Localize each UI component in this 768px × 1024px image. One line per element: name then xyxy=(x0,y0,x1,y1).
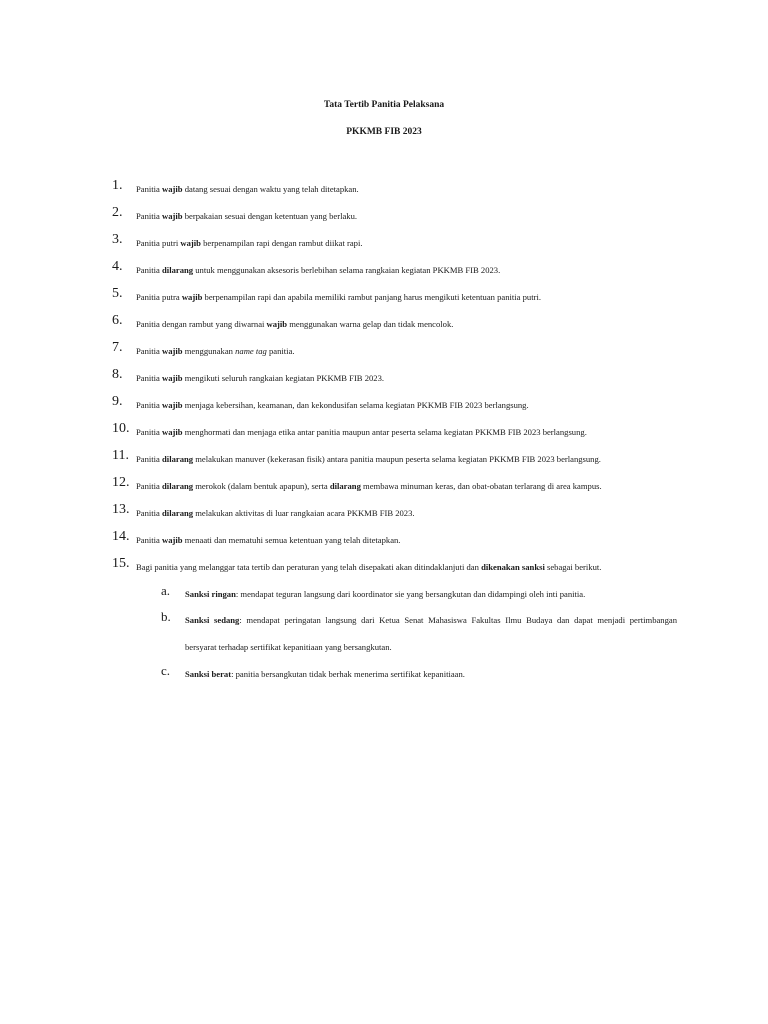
rule-text: Panitia wajib menghormati dan menjaga etika antar panitia maupun antar peserta selama kegiatan PKKMB FIB 2023 berlangsung. xyxy=(136,427,587,437)
rule-text: Bagi panitia yang melanggar tata tertib dan peraturan yang telah disepakati akan ditindaklanjuti dan dikenakan sanksi sebagai berikut. xyxy=(136,562,602,572)
rule-text: Panitia dilarang melakukan manuver (kekerasan fisik) antara panitia maupun peserta selama kegiatan PKKMB FIB 2023 berlangsung. xyxy=(136,454,601,464)
rule-text: Panitia wajib mengikuti seluruh rangkaian kegiatan PKKMB FIB 2023. xyxy=(136,373,385,383)
list-number: 7. xyxy=(112,340,123,355)
list-item xyxy=(112,178,682,205)
list-number: 8. xyxy=(112,367,123,382)
list-number: 6. xyxy=(112,313,123,328)
list-item xyxy=(112,232,682,259)
list-item xyxy=(112,313,682,340)
sanction-text: Sanksi berat: panitia bersangkutan tidak berhak menerima sertifikat kepanitiaan. xyxy=(185,669,465,679)
rule-text: Panitia wajib menjaga kebersihan, keamanan, dan kekondusifan selama kegiatan PKKMB FIB 2023 berlangsung. xyxy=(136,400,529,410)
rule-text: Panitia dengan rambut yang diwarnai wajib menggunakan warna gelap dan tidak mencolok. xyxy=(136,319,454,329)
sanction-letter: b. xyxy=(161,609,171,624)
list-item xyxy=(112,205,682,232)
rule-text: Panitia putri wajib berpenampilan rapi dengan rambut diikat rapi. xyxy=(136,238,363,248)
list-item xyxy=(112,502,682,529)
list-item xyxy=(112,556,682,583)
list-number: 3. xyxy=(112,232,123,247)
document-title: Tata Tertib Panitia Pelaksana xyxy=(323,100,445,110)
list-item xyxy=(112,286,682,313)
list-item xyxy=(112,421,682,448)
list-number: 11. xyxy=(112,448,129,463)
list-number: 4. xyxy=(112,259,123,274)
list-number: 14. xyxy=(112,529,130,544)
list-item xyxy=(112,367,682,394)
list-number: 15. xyxy=(112,556,130,571)
rule-text: Panitia wajib datang sesuai dengan waktu yang telah ditetapkan. xyxy=(136,184,359,194)
rule-text: Panitia dilarang untuk menggunakan aksesoris berlebihan selama rangkaian kegiatan PKKMB FIB 2023. xyxy=(136,265,501,275)
list-number: 2. xyxy=(112,205,123,220)
list-item xyxy=(112,394,682,421)
rules-list xyxy=(112,178,682,583)
sanction-text: Sanksi sedang: mendapat peringatan langsung dari Ketua Senat Mahasiswa Fakultas Ilmu Budaya dan dapat menjadi pertimbangan bersyarat terhadap sertifikat kepanitiaan yang bersangkutan. xyxy=(185,615,678,652)
sanction-letter: c. xyxy=(161,663,171,678)
list-number: 1. xyxy=(112,178,123,193)
list-item xyxy=(112,529,682,556)
sanction-letter: a. xyxy=(161,583,171,598)
rule-text: Panitia dilarang merokok (dalam bentuk apapun), serta dilarang membawa minuman keras, dan obat-obatan terlarang di area kampus. xyxy=(136,481,602,491)
list-number: 12. xyxy=(112,475,130,490)
list-number: 13. xyxy=(112,502,130,517)
rule-text: Panitia wajib berpakaian sesuai dengan ketentuan yang berlaku. xyxy=(136,211,358,221)
rule-text: Panitia putra wajib berpenampilan rapi dan apabila memiliki rambut panjang harus mengikuti ketentuan panitia putri. xyxy=(136,292,542,302)
list-number: 10. xyxy=(112,421,130,436)
list-item xyxy=(112,340,682,367)
rule-text: Panitia wajib menggunakan name tag panitia. xyxy=(136,346,295,356)
list-number: 9. xyxy=(112,394,123,409)
list-number: 5. xyxy=(112,286,123,301)
list-item xyxy=(112,448,682,475)
list-item xyxy=(112,475,682,502)
sanction-text: Sanksi ringan: mendapat teguran langsung dari koordinator sie yang bersangkutan dan didampingi oleh inti panitia. xyxy=(185,589,586,599)
rule-text: Panitia dilarang melakukan aktivitas di luar rangkaian acara PKKMB FIB 2023. xyxy=(136,508,415,518)
rule-text: Panitia wajib menaati dan mematuhi semua ketentuan yang telah ditetapkan. xyxy=(136,535,401,545)
list-item xyxy=(112,259,682,286)
document-subtitle: PKKMB FIB 2023 xyxy=(346,127,422,137)
